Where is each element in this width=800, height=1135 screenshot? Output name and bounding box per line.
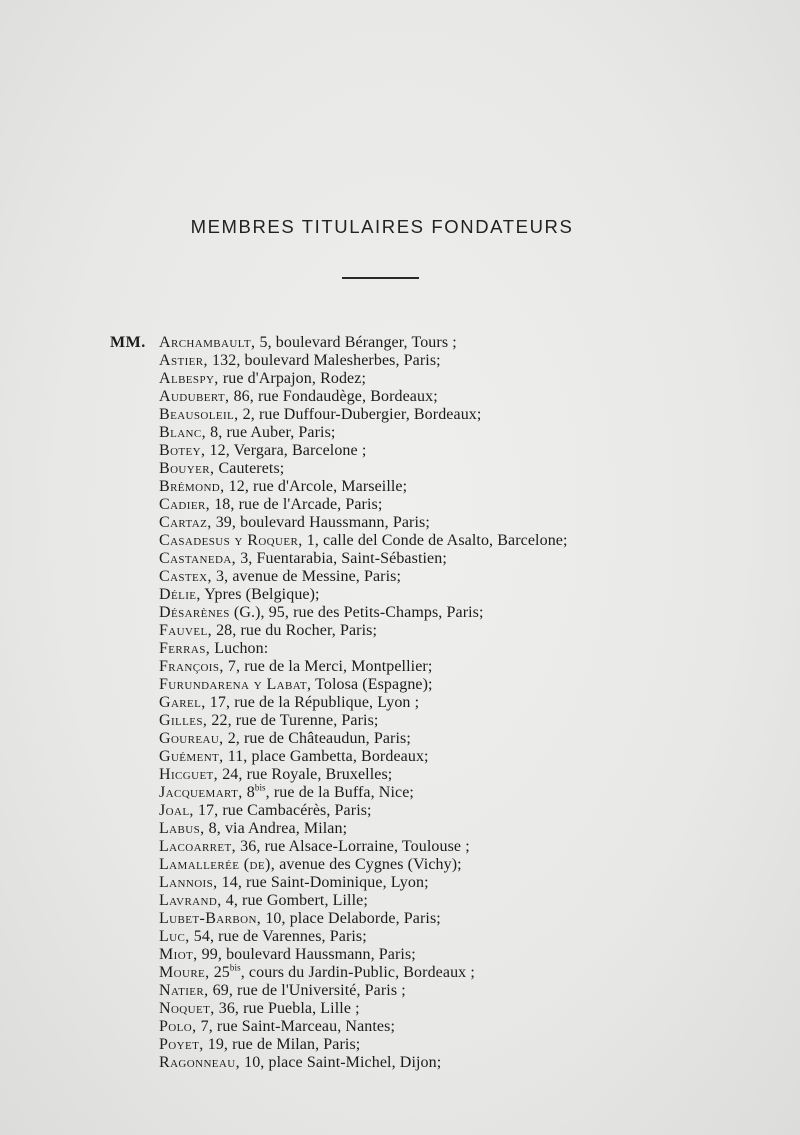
member-entry: [159, 406, 568, 424]
member-entry: [159, 838, 568, 856]
member-name: François,: [159, 658, 224, 675]
member-name: Lavrand,: [159, 892, 222, 909]
member-address: 8, rue Auber, Paris;: [210, 424, 336, 441]
member-name: Astier,: [159, 352, 208, 369]
member-entry: [159, 730, 568, 748]
member-address: 86, rue Fondaudège, Bordeaux;: [233, 388, 438, 405]
member-entry: [159, 550, 568, 568]
member-entry: [159, 532, 568, 550]
member-name: Guément,: [159, 748, 224, 765]
member-address: 3, avenue de Messine, Paris;: [216, 568, 402, 585]
member-address: 99, boulevard Haussmann, Paris;: [201, 946, 416, 963]
member-entry: [159, 640, 568, 658]
member-address: 7, rue de la Merci, Montpellier;: [227, 658, 433, 675]
member-entry: [159, 568, 568, 586]
member-address: Luchon:: [214, 640, 269, 657]
member-name: Bouyer,: [159, 460, 215, 477]
member-address: 17, rue de la République, Lyon ;: [209, 694, 420, 711]
member-name: Castex,: [159, 568, 212, 585]
member-address: 36, rue Alsace-Lorraine, Toulouse ;: [240, 838, 470, 855]
member-name: Ferras,: [159, 640, 211, 657]
member-entry: [159, 460, 568, 478]
member-address: 22, rue de Turenne, Paris;: [211, 712, 379, 729]
member-address: 39, boulevard Haussmann, Paris;: [215, 514, 430, 531]
member-entry: [159, 388, 568, 406]
member-address-rest: , cours du Jardin-Public, Bordeaux ;: [240, 964, 475, 981]
member-name: Beausoleil,: [159, 406, 239, 423]
member-name: Hicguet,: [159, 766, 219, 783]
member-name: Ragonneau,: [159, 1054, 240, 1071]
member-address: 54, rue de Varennes, Paris;: [193, 928, 367, 945]
member-name: Blanc,: [159, 424, 207, 441]
member-entry: [159, 1054, 568, 1072]
member-list: [159, 334, 568, 1072]
member-address: 2, rue de Châteaudun, Paris;: [227, 730, 411, 747]
member-name: Lacoarret,: [159, 838, 237, 855]
address-superscript: bis: [229, 962, 241, 973]
member-entry: [159, 766, 568, 784]
member-name: Jacquemart,: [159, 784, 243, 801]
member-entry: [159, 964, 568, 982]
member-name: Lubet-Barbon,: [159, 910, 262, 927]
member-address: Ypres (Belgique);: [204, 586, 320, 603]
member-name: Moure,: [159, 964, 210, 981]
member-address: 10, place Delaborde, Paris;: [265, 910, 441, 927]
member-name: Casadesus y Roquer,: [159, 532, 303, 549]
member-name: Délie,: [159, 586, 201, 603]
member-address: 8, via Andrea, Milan;: [208, 820, 348, 837]
member-address: 2, rue Duffour-Dubergier, Bordeaux;: [242, 406, 482, 423]
member-entry: [159, 1036, 568, 1054]
member-name: Joal,: [159, 802, 194, 819]
member-address: 5, boulevard Béranger, Tours ;: [259, 334, 457, 351]
member-address: avenue des Cygnes (Vichy);: [279, 856, 462, 873]
member-entry: [159, 784, 568, 802]
member-address: 7, rue Saint-Marceau, Nantes;: [200, 1018, 396, 1035]
member-address: 10, place Saint-Michel, Dijon;: [244, 1054, 442, 1071]
member-entry: [159, 622, 568, 640]
member-address: 14, rue Saint-Dominique, Lyon;: [221, 874, 429, 891]
member-name: Archambault,: [159, 334, 256, 351]
member-entry: [159, 946, 568, 964]
member-address: 24, rue Royale, Bruxelles;: [222, 766, 393, 783]
member-entry: [159, 478, 568, 496]
member-name: Lamallerée (de),: [159, 856, 276, 873]
member-name: Lannois,: [159, 874, 218, 891]
member-address-rest: , rue de la Buffa, Nice;: [265, 784, 414, 801]
member-name: Albespy,: [159, 370, 219, 387]
member-address: 8: [246, 784, 255, 801]
member-name: Castaneda,: [159, 550, 237, 567]
member-entry: [159, 586, 568, 604]
member-name: Désarènes: [159, 604, 230, 621]
member-entry: [159, 874, 568, 892]
member-name: Poyet,: [159, 1036, 204, 1053]
member-entry: [159, 370, 568, 388]
member-address: 4, rue Gombert, Lille;: [225, 892, 368, 909]
member-entry: [159, 694, 568, 712]
member-address: 36, rue Puebla, Lille ;: [218, 1000, 360, 1017]
member-name: Natier,: [159, 982, 209, 999]
member-entry: [159, 442, 568, 460]
member-address: 18, rue de l'Arcade, Paris;: [214, 496, 383, 513]
member-entry: [159, 1000, 568, 1018]
member-address: 3, Fuentarabia, Saint-Sébastien;: [240, 550, 447, 567]
member-address: Cauterets;: [218, 460, 285, 477]
member-name: Luc,: [159, 928, 190, 945]
member-name: Labus,: [159, 820, 205, 837]
member-entry: [159, 892, 568, 910]
member-entry: [159, 820, 568, 838]
member-entry: [159, 424, 568, 442]
member-entry: [159, 658, 568, 676]
member-entry: [159, 748, 568, 766]
member-entry: [159, 334, 568, 352]
member-address: 1, calle del Conde de Asalto, Barcelone;: [306, 532, 568, 549]
member-name: Botey,: [159, 442, 206, 459]
member-address: Tolosa (Espagne);: [315, 676, 433, 693]
page-heading: MEMBRES TITULAIRES FONDATEURS: [190, 216, 574, 237]
member-address: (G.), 95, rue des Petits-Champs, Paris;: [233, 604, 484, 621]
heading-rule: [342, 277, 419, 279]
member-name: Goureau,: [159, 730, 224, 747]
member-entry: [159, 910, 568, 928]
member-entry: [159, 712, 568, 730]
member-address: 11, place Gambetta, Bordeaux;: [227, 748, 429, 765]
member-address: 12, rue d'Arcole, Marseille;: [228, 478, 408, 495]
member-entry: [159, 514, 568, 532]
member-name: Gilles,: [159, 712, 208, 729]
member-name: Brémond,: [159, 478, 225, 495]
member-entry: [159, 982, 568, 1000]
member-address: 28, rue du Rocher, Paris;: [216, 622, 378, 639]
member-address: 12, Vergara, Barcelone ;: [209, 442, 367, 459]
member-address: 17, rue Cambacérès, Paris;: [197, 802, 372, 819]
member-name: Audubert,: [159, 388, 230, 405]
member-name: Furundarena y Labat,: [159, 676, 312, 693]
member-name: Polo,: [159, 1018, 197, 1035]
address-superscript: bis: [254, 782, 266, 793]
member-entry: [159, 928, 568, 946]
member-entry: [159, 1018, 568, 1036]
member-entry: [159, 604, 568, 622]
member-entry: [159, 676, 568, 694]
member-address: 69, rue de l'Université, Paris ;: [212, 982, 406, 999]
member-address: 132, boulevard Malesherbes, Paris;: [212, 352, 441, 369]
member-name: Noquet,: [159, 1000, 215, 1017]
member-name: Cadier,: [159, 496, 211, 513]
member-name: Fauvel,: [159, 622, 212, 639]
member-address: 19, rue de Milan, Paris;: [207, 1036, 361, 1053]
member-name: Miot,: [159, 946, 198, 963]
member-address: rue d'Arpajon, Rodez;: [222, 370, 366, 387]
member-name: Cartaz,: [159, 514, 212, 531]
member-name: Garel,: [159, 694, 206, 711]
member-entry: [159, 496, 568, 514]
member-address: 25: [213, 964, 230, 981]
member-entry: [159, 856, 568, 874]
member-entry: [159, 802, 568, 820]
list-prefix: MM.: [110, 334, 146, 351]
member-entry: [159, 352, 568, 370]
